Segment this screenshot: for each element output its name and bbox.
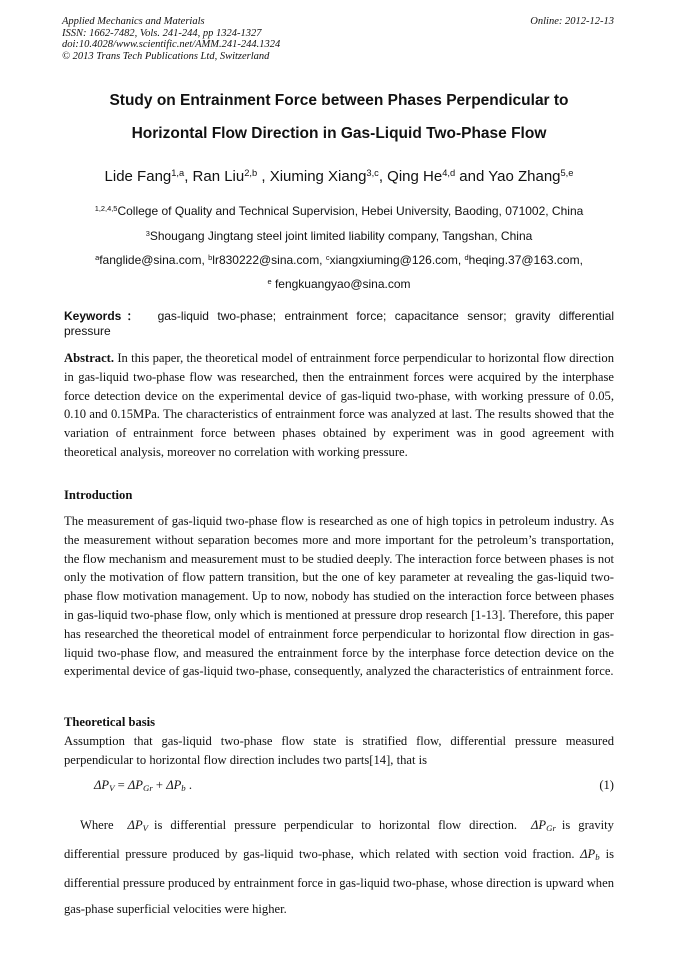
author-name: Lide Fang bbox=[104, 168, 172, 185]
affiliation-text: College of Quality and Technical Supervision, Hebei University, Baoding, 071002, China bbox=[117, 204, 584, 218]
abstract-label: Abstract. bbox=[64, 351, 115, 365]
eq-sub: Gr bbox=[546, 823, 556, 834]
eq-term: ΔP bbox=[580, 847, 596, 862]
eq-sub: V bbox=[142, 823, 149, 834]
eq-sub: b bbox=[595, 852, 600, 863]
abstract bbox=[64, 349, 614, 462]
affiliation-text: Shougang Jingtang steel joint limited liability company, Tangshan, China bbox=[149, 229, 533, 243]
email-line-2: $^e$ fengkuangyao@sina.com bbox=[267, 276, 411, 291]
email-d[interactable]: heqing.37@163.com, bbox=[468, 253, 583, 267]
theory-text: Assumption that gas-liquid two-phase flow state is stratified flow, differential pressure measured perpendicular to horizontal flow direction includes two parts[14], that is bbox=[64, 734, 614, 767]
eq-sub: b bbox=[181, 783, 186, 794]
online-date: Online: 2012-12-13 bbox=[530, 16, 614, 27]
keywords bbox=[64, 309, 614, 339]
abstract-text: In this paper, the theoretical model of entrainment force perpendicular to horizontal flow direction in gas-liquid two-phase flow was researched, then the entrainment forces were acquired by the interphase force detection device on the experimental device of gas-liquid two-phase, with working pressure of 0.05, 0.10 and 0.15MPa. The characteristics of entrainment force was analyzed at last. The results showed that the variation of entrainment force between phases obtained by experiment was in good agreement with theoretical analysis, moreover no correlation with working pressure. bbox=[64, 351, 614, 459]
author-sup: 5,e bbox=[560, 167, 574, 178]
eq-term: ΔP bbox=[94, 778, 110, 792]
author-sup: 4,d bbox=[442, 167, 456, 178]
eq-term: ΔP bbox=[166, 778, 182, 792]
author-name: Xiuming Xiang bbox=[269, 168, 367, 185]
eq-operator: = bbox=[114, 778, 128, 792]
author-separator: , bbox=[257, 168, 270, 185]
equation-number: (1) bbox=[599, 778, 614, 792]
affiliation-1 bbox=[30, 204, 648, 218]
eq-sub: V bbox=[109, 783, 115, 794]
eq-term: ΔP bbox=[127, 778, 143, 792]
author-name: Yao Zhang bbox=[488, 168, 561, 185]
equation-1 bbox=[94, 778, 614, 793]
email-e[interactable]: fengkuangyao@sina.com bbox=[274, 277, 411, 291]
eq-term: ΔP bbox=[127, 818, 143, 832]
section-heading-theory: Theoretical basis bbox=[64, 715, 156, 729]
author-sup: 3,c bbox=[366, 167, 379, 178]
where-text-1: is differential pressure perpendicular to horizontal flow direction. bbox=[154, 818, 518, 832]
title-line-2: Horizontal Flow Direction in Gas-Liquid Two-Phase Flow bbox=[131, 125, 547, 142]
journal-name: Applied Mechanics and Materials bbox=[62, 16, 205, 27]
email-line-1: $^a$fanglide@sina.com, $^b$lr830222@sina.com, $^c$xiangxiuming@126.com, $^d$heqing.37@163.com, bbox=[95, 252, 583, 267]
author-sup: 2,b bbox=[244, 167, 258, 178]
keywords-label: Keywords： bbox=[64, 309, 144, 323]
author-list bbox=[30, 168, 648, 185]
issn-line: ISSN: 1662-7482, Vols. 241-244, pp 1324-1327 bbox=[62, 27, 262, 39]
section-heading-introduction: Introduction bbox=[64, 488, 133, 502]
email-b[interactable]: lr830222@sina.com, bbox=[212, 253, 323, 267]
author-name: Qing He bbox=[387, 168, 443, 185]
title-line-1: Study on Entrainment Force between Phases Perpendicular to bbox=[109, 92, 569, 109]
affiliation-2 bbox=[30, 229, 648, 243]
author-separator: , bbox=[184, 168, 193, 185]
author-separator: and bbox=[455, 168, 489, 185]
author-sup: 1,a bbox=[171, 167, 185, 178]
where-text-2: is gravity differential pressure produced by gas-liquid two-phase, which related with section void fraction. bbox=[64, 818, 614, 862]
eq-end: . bbox=[185, 778, 192, 792]
affiliation-sup: 1,2,4,5 bbox=[94, 203, 118, 213]
running-header bbox=[62, 16, 280, 62]
author-name: Ran Liu bbox=[192, 168, 245, 185]
copyright-line: © 2013 Trans Tech Publications Ltd, Switzerland bbox=[62, 50, 270, 62]
author-separator: , bbox=[378, 168, 388, 185]
eq-term: ΔP bbox=[531, 818, 547, 832]
eq-operator: + bbox=[152, 778, 167, 792]
introduction-text: The measurement of gas-liquid two-phase flow is researched as one of high topics in petroleum industry. As the measurement without separation becomes more and more important for the petroleum’s transportation, the flow mechanism and measurement must to be studied deeply. The interaction force between phases is not only the motivation of flow pattern transition, but the one of key parameter at revealing the gas-liquid two-phase flow motivation management. Up to now, nobody has studied on the interaction force between phases in gas-liquid two-phase flow, only which is mentioned at pressure drop research [1-13]. Therefore, this paper has researched the theoretical model of entrainment force perpendicular to horizontal flow direction in gas-liquid two-phase flow, and measured the entrainment force by the interphase force detection device on the experimental device of gas-liquid two-phase, consequently, analyzed the characteristics of entrainment force. bbox=[64, 514, 614, 679]
where-text-3: is differential pressure produced by entrainment force in gas-liquid two-phase, whose direction is upward when gas-phase superficial velocities were higher. bbox=[64, 847, 614, 917]
where-lead: Where bbox=[80, 818, 114, 832]
eq-sub: Gr bbox=[142, 783, 153, 794]
email-a[interactable]: fanglide@sina.com, bbox=[99, 253, 205, 267]
email-c[interactable]: xiangxiuming@126.com, bbox=[329, 253, 462, 267]
affiliation-sup: 3 bbox=[145, 228, 150, 238]
keywords-text: gas-liquid two-phase; entrainment force; capacitance sensor; gravity differential pressure bbox=[64, 309, 614, 338]
where-paragraph bbox=[64, 812, 614, 922]
doi-line: doi:10.4028/www.scientific.net/AMM.241-244.1324 bbox=[62, 39, 281, 50]
